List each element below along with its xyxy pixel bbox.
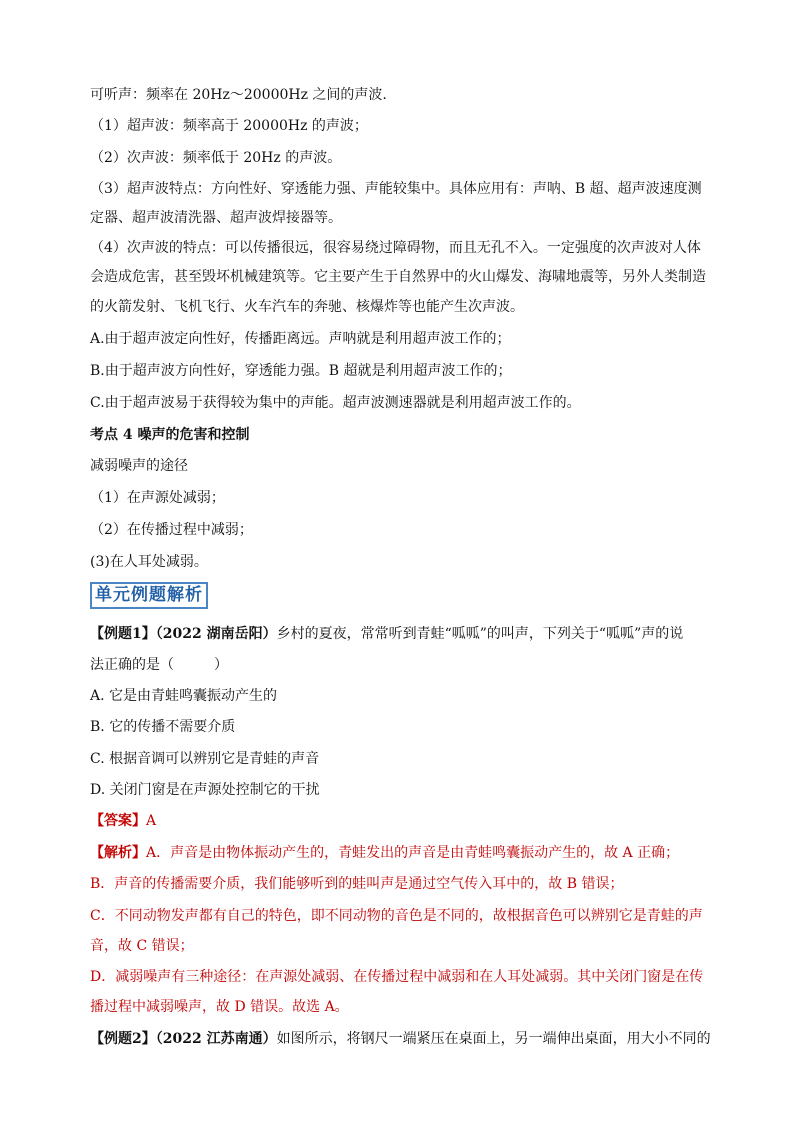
analysis-line: [90, 843, 720, 863]
text-line: C.由于超声波易于获得较为集中的声能。超声波测速器就是利用超声波工作的。: [90, 395, 581, 411]
text-line: 可听声：频率在 20Hz～20000Hz 之间的声波.: [90, 87, 387, 103]
section-title: 考点 4 噪声的危害和控制: [90, 427, 250, 443]
answer-line: [90, 811, 720, 831]
text-line: （1）超声波：频率高于 20000Hz 的声波；: [90, 118, 368, 134]
example-2-stem: [90, 1029, 720, 1049]
analysis-line: 播过程中减弱噪声，故 D 错误。故选 A。: [90, 999, 349, 1015]
text-line: （2）次声波：频率低于 20Hz 的声波。: [90, 150, 342, 166]
text-line: (3)在人耳处减弱。: [90, 554, 208, 570]
example-1-stem: [90, 624, 720, 644]
text-line: （2）在传播过程中减弱；: [90, 522, 253, 538]
analysis-text: A．声音是由物体振动产生的，青蛙发出的声音是由青蛙鸣囊振动产生的，故 A 正确；: [146, 845, 680, 861]
example-stem-text: 乡村的夏夜，常常听到青蛙“呱呱”的叫声，下列关于“呱呱”声的说: [276, 626, 684, 642]
option-b: B. 它的传播不需要介质: [90, 719, 236, 735]
analysis-tag: 【解析】: [90, 845, 146, 861]
example-source: （2022 湖南岳阳）: [155, 626, 277, 642]
stem-text-close: ）: [214, 657, 228, 673]
option-c: C. 根据音调可以辨别它是青蛙的声音: [90, 751, 320, 767]
example-source: （2022 江苏南通）: [155, 1031, 277, 1047]
example-tag: 【例题1】: [90, 626, 156, 642]
text-line: 的火箭发射、飞机飞行、火车汽车的奔驰、核爆炸等也能产生次声波。: [90, 299, 524, 315]
analysis-line: B．声音的传播需要介质，我们能够听到的蛙叫声是通过空气传入耳中的，故 B 错误；: [90, 876, 624, 892]
text-line: B.由于超声波方向性好，穿透能力强。B 超就是利用超声波工作的；: [90, 363, 512, 379]
example-tag: 【例题2】: [90, 1031, 156, 1047]
text-line: 会造成危害，甚至毁坏机械建筑等。它主要产生于自然界中的火山爆发、海啸地震等，另外人类制造: [90, 269, 706, 285]
option-a: A. 它是由青蛙鸣囊振动产生的: [90, 688, 278, 704]
text-line: （1）在声源处减弱；: [90, 490, 225, 506]
text-line: （3）超声波特点：方向性好、穿透能力强、声能较集中。具体应用有：声呐、B 超、超声波速度测: [90, 181, 702, 197]
analysis-line: C．不同动物发声都有自己的特色，即不同动物的音色是不同的，故根据音色可以辨别它是青蛙的声: [90, 908, 703, 924]
text-line: （4）次声波的特点：可以传播很远，很容易绕过障碍物，而且无孔不入。一定强度的次声波对人体: [90, 240, 701, 256]
answer-value: A: [146, 813, 157, 829]
stem-text: 法正确的是（: [90, 657, 174, 673]
analysis-line: D．减弱噪声有三种途径：在声源处减弱、在传播过程中减弱和在人耳处减弱。其中关闭门窗是在传: [90, 969, 704, 985]
answer-tag: 【答案】: [90, 813, 146, 829]
analysis-line: 音，故 C 错误；: [90, 938, 194, 954]
text-line: 定器、超声波清洗器、超声波焊接器等。: [90, 210, 342, 226]
example-1-stem-continued: [90, 655, 720, 675]
text-line: A.由于超声波定向性好，传播距离远。声呐就是利用超声波工作的；: [90, 331, 511, 347]
option-d: D. 关闭门窗是在声源处控制它的干扰: [90, 782, 320, 798]
section-heading: 单元例题解析: [90, 582, 208, 609]
example-stem-text: 如图所示，将钢尺一端紧压在桌面上，另一端伸出桌面，用大小不同的: [276, 1031, 711, 1047]
text-line: 减弱噪声的途径: [90, 458, 188, 474]
